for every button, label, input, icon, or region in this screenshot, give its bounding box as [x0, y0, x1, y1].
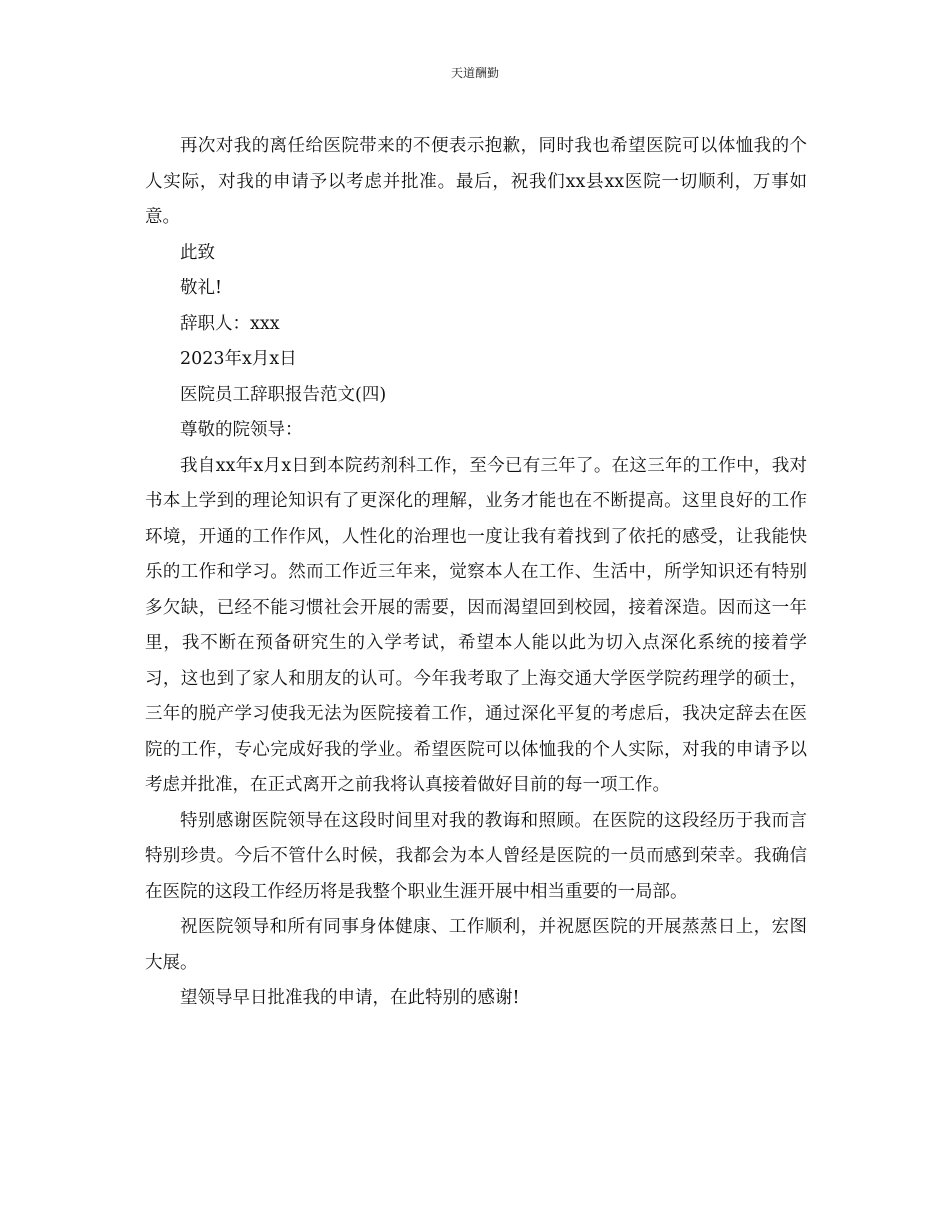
paragraph-wishes: 祝医院领导和所有同事身体健康、工作顺利，并祝愿医院的开展蒸蒸日上，宏图大展。: [145, 917, 807, 973]
document-body: [145, 129, 807, 1017]
page-header: 天道酬勤: [450, 66, 499, 80]
date-line: 2023年x月x日: [180, 349, 297, 369]
salutation-cizhi: 此致: [180, 242, 215, 263]
paragraph-main: 我自xx年x月x日到本院药剂科工作，至今已有三年了。在这三年的工作中，我对书本上学到的理论知识有了更深化的理解，业务才能也在不断提高。这里良好的工作环境，开通的工作作风，人性化的治理也一度让我有着找到了依托的感受，让我能快乐的工作和学习。然而工作近三年来，觉察本人在工作、生活中，所学知识还有特别多欠缺，已经不能习惯社会开展的需要，因而渴望回到校园，接着深造。因而这一年里，我不断在预备研究生的入学考试，希望本人能以此为切入点深化系统的接着学习，这也到了家人和朋友的认可。今年我考取了上海交通大学医学院药理学的硕士，三年的脱产学习使我无法为医院接着工作，通过深化平复的考虑后，我决定辞去在医院的工作，专心完成好我的学业。希望医院可以体恤我的个人实际，对我的申请予以考虑并批准，在正式离开之前我将认真接着做好目前的每一项工作。: [145, 455, 807, 795]
salutation-jingli: 敬礼!: [180, 278, 223, 298]
greeting-line: 尊敬的院领导：: [180, 420, 303, 440]
paragraph-closing-apology: 再次对我的离任给医院带来的不便表示抱歉，同时我也希望医院可以体恤我的个人实际，对我的申请予以考虑并批准。最后，祝我们xx县xx医院一切顺利，万事如意。: [145, 136, 807, 227]
signature-line: 辞职人：xxx: [180, 313, 280, 334]
paragraph-final-request: 望领导早日批准我的申请，在此特别的感谢!: [180, 988, 520, 1008]
section-title: 医院员工辞职报告范文(四): [180, 384, 387, 405]
paragraph-thanks: 特别感谢医院领导在这段时间里对我的教诲和照顾。在医院的这段经历于我而言特别珍贵。今后不管什么时候，我都会为本人曾经是医院的一员而感到荣幸。我确信在医院的这段工作经历将是我整个职业生涯开展中相当重要的一局部。: [145, 810, 807, 902]
